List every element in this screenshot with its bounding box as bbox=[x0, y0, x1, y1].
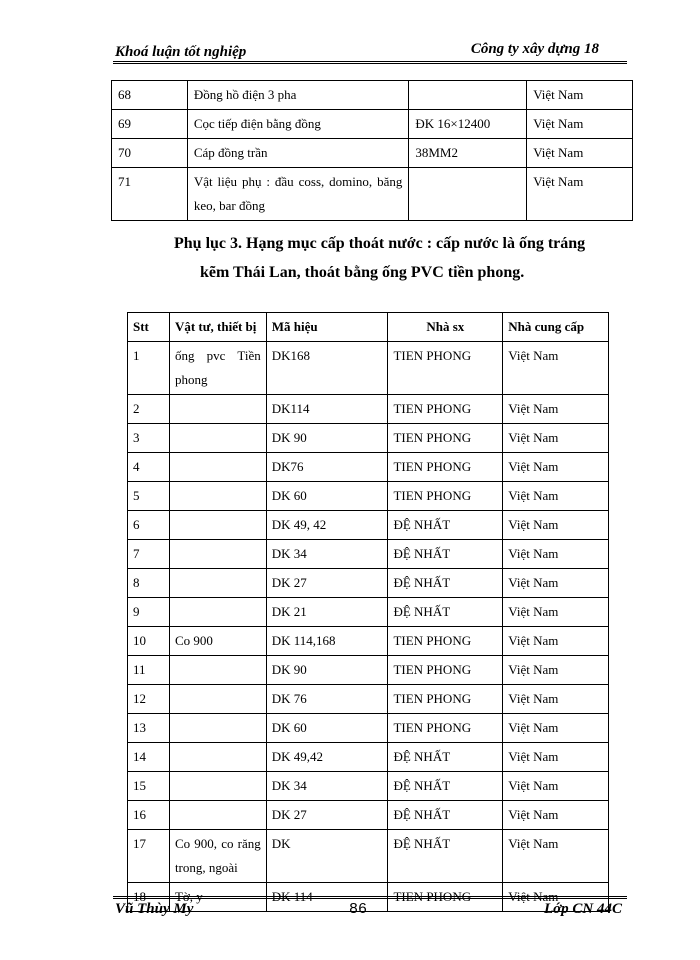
cell-stt: 70 bbox=[112, 139, 188, 168]
table-row bbox=[128, 830, 609, 883]
cell-supplier: Việt Nam bbox=[503, 395, 609, 424]
cell-manufacturer: ĐỆ NHẤT bbox=[388, 540, 503, 569]
equipment-table-continued bbox=[111, 80, 633, 221]
cell-material bbox=[169, 801, 266, 830]
cell-supplier: Việt Nam bbox=[503, 743, 609, 772]
cell-spec: ĐK 16×12400 bbox=[409, 110, 527, 139]
cell-supplier: Việt Nam bbox=[503, 883, 609, 912]
cell-stt: 5 bbox=[128, 482, 170, 511]
cell-manufacturer: ĐỆ NHẤT bbox=[388, 569, 503, 598]
cell-stt: 18 bbox=[128, 883, 170, 912]
table-row bbox=[112, 168, 633, 221]
header-company: Công ty xây dựng 18 bbox=[470, 41, 599, 57]
cell-material: Tờ, y bbox=[169, 883, 266, 912]
cell-material bbox=[169, 511, 266, 540]
cell-stt: 8 bbox=[128, 569, 170, 598]
cell-code: DK 49, 42 bbox=[266, 511, 388, 540]
cell-origin: Việt Nam bbox=[527, 168, 633, 221]
table-row bbox=[128, 482, 609, 511]
cell-code: DK 76 bbox=[266, 685, 388, 714]
cell-code: DK 34 bbox=[266, 772, 388, 801]
cell-manufacturer: TIEN PHONG bbox=[388, 424, 503, 453]
cell-material bbox=[169, 569, 266, 598]
footer-rule-2 bbox=[113, 898, 627, 899]
cell-supplier: Việt Nam bbox=[503, 627, 609, 656]
header-rule bbox=[113, 61, 627, 62]
cell-manufacturer: TIEN PHONG bbox=[388, 342, 503, 395]
cell-supplier: Việt Nam bbox=[503, 424, 609, 453]
table-row bbox=[128, 598, 609, 627]
table-row bbox=[128, 424, 609, 453]
cell-code: DK 27 bbox=[266, 801, 388, 830]
cell-supplier: Việt Nam bbox=[503, 830, 609, 883]
cell-stt: 16 bbox=[128, 801, 170, 830]
cell-material bbox=[169, 685, 266, 714]
cell-material bbox=[169, 656, 266, 685]
cell-supplier: Việt Nam bbox=[503, 453, 609, 482]
cell-code: DK 49,42 bbox=[266, 743, 388, 772]
appendix-heading-line1: Phụ lục 3. Hạng mục cấp thoát nước : cấp nước là ống tráng bbox=[174, 235, 586, 252]
appendix-heading-line2: kẽm Thái Lan, thoát bằng ống PVC tiền phong. bbox=[200, 264, 525, 281]
cell-manufacturer: ĐỆ NHẤT bbox=[388, 772, 503, 801]
cell-stt: 69 bbox=[112, 110, 188, 139]
cell-code: DK 114,168 bbox=[266, 627, 388, 656]
cell-origin: Việt Nam bbox=[527, 81, 633, 110]
table-row bbox=[128, 511, 609, 540]
cell-code: DK 90 bbox=[266, 656, 388, 685]
cell-manufacturer: TIEN PHONG bbox=[388, 656, 503, 685]
cell-code: DK 114 bbox=[266, 883, 388, 912]
cell-stt: 2 bbox=[128, 395, 170, 424]
appendix-heading bbox=[110, 229, 670, 287]
cell-code: DK114 bbox=[266, 395, 388, 424]
cell-code: DK168 bbox=[266, 342, 388, 395]
cell-supplier: Việt Nam bbox=[503, 482, 609, 511]
cell-supplier: Việt Nam bbox=[503, 656, 609, 685]
cell-origin: Việt Nam bbox=[527, 110, 633, 139]
cell-supplier: Việt Nam bbox=[503, 511, 609, 540]
cell-manufacturer: TIEN PHONG bbox=[388, 395, 503, 424]
table-row bbox=[128, 714, 609, 743]
cell-stt: 12 bbox=[128, 685, 170, 714]
cell-code: DK bbox=[266, 830, 388, 883]
table-row bbox=[128, 801, 609, 830]
header-manufacturer: Nhà sx bbox=[388, 313, 503, 342]
cell-manufacturer: TIEN PHONG bbox=[388, 685, 503, 714]
cell-supplier: Việt Nam bbox=[503, 772, 609, 801]
table-row bbox=[112, 110, 633, 139]
cell-stt: 13 bbox=[128, 714, 170, 743]
table-row bbox=[128, 540, 609, 569]
cell-material bbox=[169, 482, 266, 511]
cell-item: Vật liệu phụ : đầu coss, domino, băng keo, bar đồng bbox=[187, 168, 409, 221]
table-row bbox=[128, 685, 609, 714]
cell-material bbox=[169, 395, 266, 424]
cell-spec bbox=[409, 81, 527, 110]
table-row bbox=[128, 656, 609, 685]
cell-stt: 14 bbox=[128, 743, 170, 772]
cell-origin: Việt Nam bbox=[527, 139, 633, 168]
cell-manufacturer: TIEN PHONG bbox=[388, 482, 503, 511]
cell-manufacturer: TIEN PHONG bbox=[388, 627, 503, 656]
cell-stt: 6 bbox=[128, 511, 170, 540]
cell-supplier: Việt Nam bbox=[503, 685, 609, 714]
cell-spec: 38MM2 bbox=[409, 139, 527, 168]
cell-stt: 9 bbox=[128, 598, 170, 627]
cell-supplier: Việt Nam bbox=[503, 540, 609, 569]
cell-manufacturer: TIEN PHONG bbox=[388, 883, 503, 912]
cell-material bbox=[169, 424, 266, 453]
cell-code: DK 60 bbox=[266, 714, 388, 743]
table-row bbox=[112, 139, 633, 168]
cell-code: DK76 bbox=[266, 453, 388, 482]
cell-code: DK 60 bbox=[266, 482, 388, 511]
cell-manufacturer: ĐỆ NHẤT bbox=[388, 511, 503, 540]
cell-spec bbox=[409, 168, 527, 221]
cell-item: Cọc tiếp điện bằng đồng bbox=[187, 110, 409, 139]
header-material: Vật tư, thiết bị bbox=[169, 313, 266, 342]
cell-item: Cáp đồng trần bbox=[187, 139, 409, 168]
header-thesis-title: Khoá luận tốt nghiệp bbox=[115, 44, 247, 60]
header-code: Mã hiệu bbox=[266, 313, 388, 342]
table-row bbox=[128, 772, 609, 801]
cell-material: Co 900 bbox=[169, 627, 266, 656]
table-row bbox=[128, 453, 609, 482]
table-row bbox=[128, 342, 609, 395]
cell-supplier: Việt Nam bbox=[503, 714, 609, 743]
cell-code: DK 34 bbox=[266, 540, 388, 569]
cell-manufacturer: ĐỆ NHẤT bbox=[388, 801, 503, 830]
cell-material bbox=[169, 772, 266, 801]
cell-stt: 10 bbox=[128, 627, 170, 656]
cell-stt: 71 bbox=[112, 168, 188, 221]
table-row bbox=[112, 81, 633, 110]
header-supplier: Nhà cung cấp bbox=[503, 313, 609, 342]
cell-material bbox=[169, 714, 266, 743]
table-row bbox=[128, 569, 609, 598]
cell-code: DK 90 bbox=[266, 424, 388, 453]
cell-stt: 15 bbox=[128, 772, 170, 801]
cell-supplier: Việt Nam bbox=[503, 801, 609, 830]
cell-item: Đồng hồ điện 3 pha bbox=[187, 81, 409, 110]
cell-supplier: Việt Nam bbox=[503, 342, 609, 395]
table-row bbox=[128, 395, 609, 424]
cell-stt: 3 bbox=[128, 424, 170, 453]
table-header-row bbox=[128, 313, 609, 342]
header-rule-2 bbox=[113, 63, 627, 64]
cell-code: DK 21 bbox=[266, 598, 388, 627]
cell-material bbox=[169, 453, 266, 482]
cell-material: Co 900, co răng trong, ngoài bbox=[169, 830, 266, 883]
cell-supplier: Việt Nam bbox=[503, 569, 609, 598]
table-row bbox=[128, 743, 609, 772]
cell-manufacturer: ĐỆ NHẤT bbox=[388, 598, 503, 627]
cell-stt: 17 bbox=[128, 830, 170, 883]
cell-stt: 11 bbox=[128, 656, 170, 685]
footer-rule bbox=[113, 896, 627, 897]
cell-stt: 4 bbox=[128, 453, 170, 482]
cell-manufacturer: TIEN PHONG bbox=[388, 453, 503, 482]
water-supply-table bbox=[127, 312, 609, 912]
footer-author: Vũ Thùy My bbox=[115, 901, 194, 917]
cell-manufacturer: ĐỆ NHẤT bbox=[388, 830, 503, 883]
cell-manufacturer: ĐỆ NHẤT bbox=[388, 743, 503, 772]
footer-class: Lớp CN 44C bbox=[543, 901, 622, 917]
header-stt: Stt bbox=[128, 313, 170, 342]
cell-material: ống pvc Tiền phong bbox=[169, 342, 266, 395]
cell-stt: 68 bbox=[112, 81, 188, 110]
cell-supplier: Việt Nam bbox=[503, 598, 609, 627]
table-row bbox=[128, 627, 609, 656]
page-header bbox=[113, 40, 627, 62]
cell-code: DK 27 bbox=[266, 569, 388, 598]
cell-manufacturer: TIEN PHONG bbox=[388, 714, 503, 743]
footer-page-number: 86 bbox=[349, 901, 368, 918]
cell-stt: 1 bbox=[128, 342, 170, 395]
cell-material bbox=[169, 743, 266, 772]
cell-material bbox=[169, 540, 266, 569]
table-row bbox=[128, 883, 609, 912]
cell-stt: 7 bbox=[128, 540, 170, 569]
cell-material bbox=[169, 598, 266, 627]
